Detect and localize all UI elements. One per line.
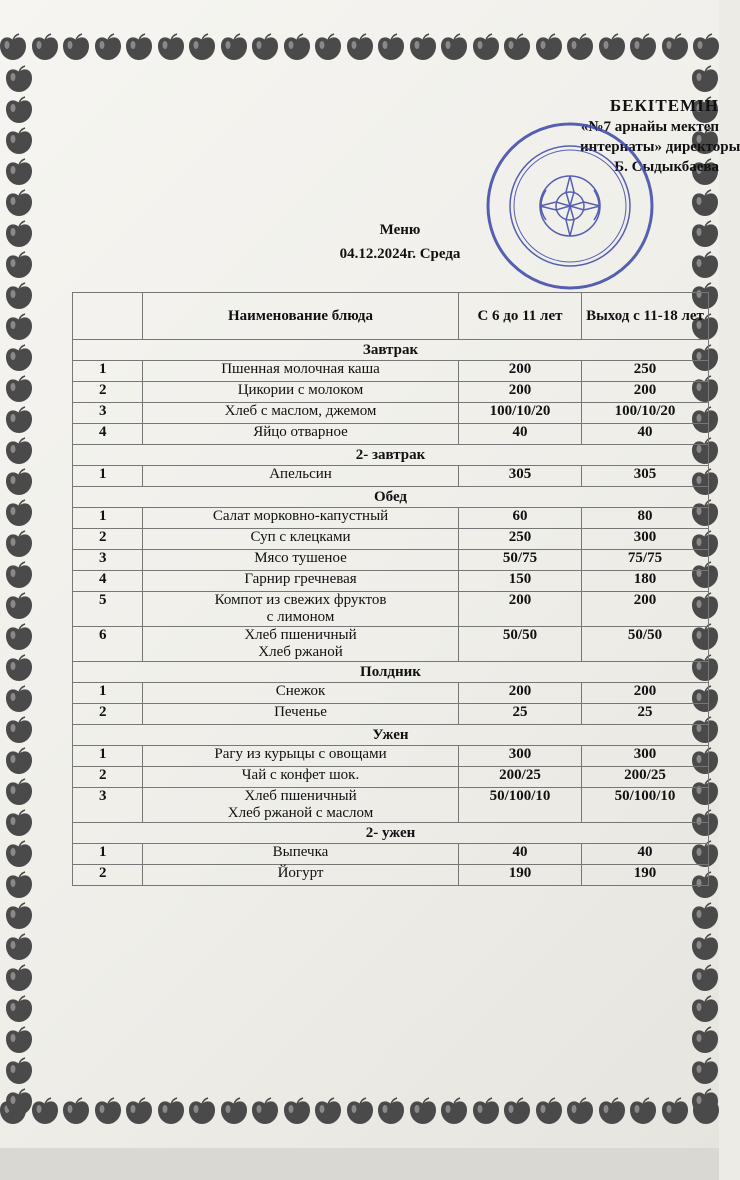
apple-icon <box>4 839 34 869</box>
apple-icon <box>4 250 34 280</box>
section-row <box>73 823 709 844</box>
apple-icon <box>313 32 343 62</box>
section-title: Ужен <box>73 725 709 746</box>
apple-icon <box>93 32 123 62</box>
portion-11-18: 40 <box>582 844 709 865</box>
portion-6-11: 50/75 <box>459 550 582 571</box>
dish-name-line: Гарнир гречневая <box>244 571 357 587</box>
row-number: 1 <box>73 508 143 529</box>
approval-line: интернаты» директоры <box>580 139 740 155</box>
apple-icon <box>4 436 34 466</box>
row-number: 3 <box>73 788 143 823</box>
apple-icon <box>690 994 720 1024</box>
apple-icon <box>4 715 34 745</box>
dish-name-line: Мясо тушеное <box>254 550 347 566</box>
table-row <box>73 704 709 725</box>
apple-icon <box>156 1096 186 1126</box>
apple-icon <box>187 32 217 62</box>
portion-6-11: 190 <box>459 865 582 886</box>
portion-11-18: 40 <box>582 424 709 445</box>
row-number: 1 <box>73 844 143 865</box>
table-row <box>73 403 709 424</box>
apple-icon <box>250 32 280 62</box>
apple-icon <box>628 32 658 62</box>
dish-name-line: Апельсин <box>269 466 332 482</box>
apple-icon <box>219 32 249 62</box>
dish-name-line: Выпечка <box>272 844 329 860</box>
apple-icon <box>408 1096 438 1126</box>
apple-icon <box>690 932 720 962</box>
portion-6-11: 200 <box>459 683 582 704</box>
apple-icon <box>690 1056 720 1086</box>
col-header-dish: Наименование блюда <box>143 293 459 340</box>
dish-name-line: Суп с клецками <box>250 529 351 545</box>
row-number: 1 <box>73 466 143 487</box>
dish-name <box>143 550 459 571</box>
portion-11-18: 50/100/10 <box>582 788 709 823</box>
apple-icon <box>4 1056 34 1086</box>
apple-icon <box>690 901 720 931</box>
dish-name-line: Хлеб ржаной с маслом <box>227 805 374 821</box>
portion-11-18: 250 <box>582 361 709 382</box>
apple-icon <box>471 32 501 62</box>
portion-11-18: 305 <box>582 466 709 487</box>
portion-11-18: 190 <box>582 865 709 886</box>
dish-name-line: Яйцо отварное <box>253 424 348 440</box>
table-row <box>73 424 709 445</box>
apple-icon <box>4 622 34 652</box>
col-header-number <box>73 293 143 340</box>
apple-icon <box>4 870 34 900</box>
row-number: 4 <box>73 424 143 445</box>
portion-6-11: 25 <box>459 704 582 725</box>
dish-name-line: Компот из свежих фруктов <box>214 592 387 608</box>
portion-6-11: 50/100/10 <box>459 788 582 823</box>
apple-icon <box>345 1096 375 1126</box>
portion-11-18: 300 <box>582 746 709 767</box>
apple-icon <box>628 1096 658 1126</box>
portion-6-11: 40 <box>459 844 582 865</box>
apple-icon <box>439 32 469 62</box>
apple-icon <box>4 963 34 993</box>
col-header-age-11-18: Выход с 11-18 лет <box>582 293 709 340</box>
apple-icon <box>439 1096 469 1126</box>
dish-name-line: Хлеб с маслом, джемом <box>224 403 377 419</box>
apple-icon <box>4 157 34 187</box>
apple-icon <box>660 32 690 62</box>
dish-name <box>143 683 459 704</box>
apple-icon <box>61 1096 91 1126</box>
apple-icon <box>61 32 91 62</box>
table-row <box>73 746 709 767</box>
dish-name-line: с лимоном <box>266 609 335 625</box>
row-number: 5 <box>73 592 143 627</box>
dish-name-line: Йогурт <box>277 865 324 881</box>
apple-icon <box>4 498 34 528</box>
row-number: 1 <box>73 746 143 767</box>
dish-name <box>143 592 459 627</box>
apple-icon <box>345 32 375 62</box>
row-number: 1 <box>73 361 143 382</box>
apple-icon <box>376 1096 406 1126</box>
apple-icon <box>4 653 34 683</box>
apple-icon <box>4 374 34 404</box>
section-row <box>73 725 709 746</box>
apple-icon <box>93 1096 123 1126</box>
portion-6-11: 200 <box>459 592 582 627</box>
row-number: 2 <box>73 529 143 550</box>
table-row <box>73 361 709 382</box>
section-title: 2- ужен <box>73 823 709 844</box>
approval-heading: БЕКІТЕМІН <box>609 96 719 115</box>
apple-icon <box>690 250 720 280</box>
table-row <box>73 683 709 704</box>
row-number: 2 <box>73 865 143 886</box>
section-title: Завтрак <box>73 340 709 361</box>
portion-11-18: 50/50 <box>582 627 709 662</box>
apple-icon <box>4 312 34 342</box>
apple-icon <box>4 591 34 621</box>
table-row <box>73 382 709 403</box>
apple-icon <box>4 126 34 156</box>
apple-icon <box>4 281 34 311</box>
apple-icon <box>4 188 34 218</box>
dish-name-line: Печенье <box>274 704 327 720</box>
dish-name-line: Цикории с молоком <box>237 382 364 398</box>
apple-icon <box>4 1087 34 1117</box>
apple-icon <box>502 1096 532 1126</box>
apple-icon <box>4 777 34 807</box>
apple-icon <box>4 684 34 714</box>
portion-6-11: 40 <box>459 424 582 445</box>
section-row <box>73 445 709 466</box>
portion-11-18: 200 <box>582 683 709 704</box>
apple-icon <box>4 746 34 776</box>
apple-icon <box>690 1087 720 1117</box>
portion-11-18: 200 <box>582 592 709 627</box>
apple-icon <box>534 32 564 62</box>
apple-icon <box>471 1096 501 1126</box>
portion-11-18: 300 <box>582 529 709 550</box>
official-seal <box>484 120 656 292</box>
portion-6-11: 60 <box>459 508 582 529</box>
table-row <box>73 627 709 662</box>
dish-name <box>143 704 459 725</box>
apple-icon <box>4 994 34 1024</box>
portion-6-11: 200 <box>459 382 582 403</box>
apple-icon <box>690 1025 720 1055</box>
section-row <box>73 340 709 361</box>
apple-icon <box>4 529 34 559</box>
apple-icon <box>124 1096 154 1126</box>
row-number: 3 <box>73 403 143 424</box>
table-row <box>73 508 709 529</box>
approval-line: Б. Сыдыкбаева <box>614 159 719 175</box>
portion-6-11: 100/10/20 <box>459 403 582 424</box>
table-row <box>73 865 709 886</box>
dish-name-line: Рагу из курыцы с овощами <box>214 746 387 762</box>
menu-table-body <box>73 340 709 886</box>
apple-icon <box>690 188 720 218</box>
dish-name <box>143 361 459 382</box>
dish-name-line: Хлеб ржаной <box>258 644 343 660</box>
row-number: 1 <box>73 683 143 704</box>
apple-icon <box>502 32 532 62</box>
apple-icon <box>313 1096 343 1126</box>
dish-name <box>143 571 459 592</box>
table-header-row <box>73 293 709 340</box>
portion-6-11: 200 <box>459 361 582 382</box>
table-row <box>73 571 709 592</box>
dish-name <box>143 529 459 550</box>
section-title: 2- завтрак <box>73 445 709 466</box>
apple-icon <box>690 219 720 249</box>
dish-name-line: Снежок <box>275 683 326 699</box>
portion-11-18: 180 <box>582 571 709 592</box>
desk-edge <box>0 1148 719 1180</box>
section-title: Обед <box>73 487 709 508</box>
approval-line: «№7 арнайы мектеп <box>580 119 719 135</box>
apple-icon <box>4 1025 34 1055</box>
row-number: 3 <box>73 550 143 571</box>
apple-icon <box>565 1096 595 1126</box>
table-row <box>73 466 709 487</box>
section-title: Полдник <box>73 662 709 683</box>
dish-name-line: Хлеб пшеничный <box>244 788 357 804</box>
portion-11-18: 100/10/20 <box>582 403 709 424</box>
dish-name <box>143 767 459 788</box>
row-number: 2 <box>73 382 143 403</box>
row-number: 2 <box>73 704 143 725</box>
apple-icon <box>597 32 627 62</box>
dish-name <box>143 403 459 424</box>
apple-icon <box>4 932 34 962</box>
apple-icon <box>376 32 406 62</box>
apple-icon <box>4 95 34 125</box>
portion-11-18: 200 <box>582 382 709 403</box>
apple-icon <box>250 1096 280 1126</box>
portion-6-11: 50/50 <box>459 627 582 662</box>
apple-icon <box>565 32 595 62</box>
apple-icon <box>187 1096 217 1126</box>
dish-name <box>143 627 459 662</box>
apple-icon <box>597 1096 627 1126</box>
apple-icon <box>534 1096 564 1126</box>
portion-6-11: 150 <box>459 571 582 592</box>
apple-icon <box>30 1096 60 1126</box>
portion-11-18: 75/75 <box>582 550 709 571</box>
apple-icon <box>408 32 438 62</box>
dish-name-line: Пшенная молочная каша <box>221 361 380 377</box>
apple-icon <box>690 963 720 993</box>
table-row <box>73 788 709 823</box>
apple-icon <box>156 32 186 62</box>
apple-icon <box>660 1096 690 1126</box>
table-row <box>73 592 709 627</box>
apple-icon <box>4 467 34 497</box>
dish-name <box>143 844 459 865</box>
portion-6-11: 250 <box>459 529 582 550</box>
section-row <box>73 487 709 508</box>
table-row <box>73 550 709 571</box>
apple-icon <box>4 219 34 249</box>
menu-table <box>72 292 709 886</box>
apple-icon <box>282 1096 312 1126</box>
apple-icon <box>4 405 34 435</box>
portion-6-11: 300 <box>459 746 582 767</box>
dish-name-line: Чай с конфет шок. <box>241 767 360 783</box>
dish-name <box>143 382 459 403</box>
dish-name <box>143 466 459 487</box>
apple-icon <box>690 64 720 94</box>
apple-icon <box>30 32 60 62</box>
row-number: 2 <box>73 767 143 788</box>
dish-name-line: Хлеб пшеничный <box>244 627 357 643</box>
dish-name <box>143 746 459 767</box>
apple-icon <box>124 32 154 62</box>
table-row <box>73 844 709 865</box>
menu-date: 04.12.2024г. Среда <box>339 246 461 262</box>
apple-icon <box>4 901 34 931</box>
apple-icon <box>219 1096 249 1126</box>
row-number: 4 <box>73 571 143 592</box>
portion-11-18: 80 <box>582 508 709 529</box>
dish-name <box>143 424 459 445</box>
portion-11-18: 25 <box>582 704 709 725</box>
apple-icon <box>4 808 34 838</box>
table-row <box>73 529 709 550</box>
dish-name <box>143 788 459 823</box>
row-number: 6 <box>73 627 143 662</box>
apple-icon <box>282 32 312 62</box>
apple-icon <box>691 32 721 62</box>
apple-icon <box>4 560 34 590</box>
portion-6-11: 200/25 <box>459 767 582 788</box>
menu-title: Меню <box>379 222 421 238</box>
kazakhstan-emblem-icon <box>540 176 600 236</box>
table-row <box>73 767 709 788</box>
apple-icon <box>4 64 34 94</box>
section-row <box>73 662 709 683</box>
dish-name <box>143 865 459 886</box>
col-header-age-6-11: С 6 до 11 лет <box>459 293 582 340</box>
portion-6-11: 305 <box>459 466 582 487</box>
portion-11-18: 200/25 <box>582 767 709 788</box>
apple-icon <box>4 343 34 373</box>
apple-icon <box>0 32 28 62</box>
dish-name <box>143 508 459 529</box>
dish-name-line: Салат морковно-капустный <box>212 508 389 524</box>
